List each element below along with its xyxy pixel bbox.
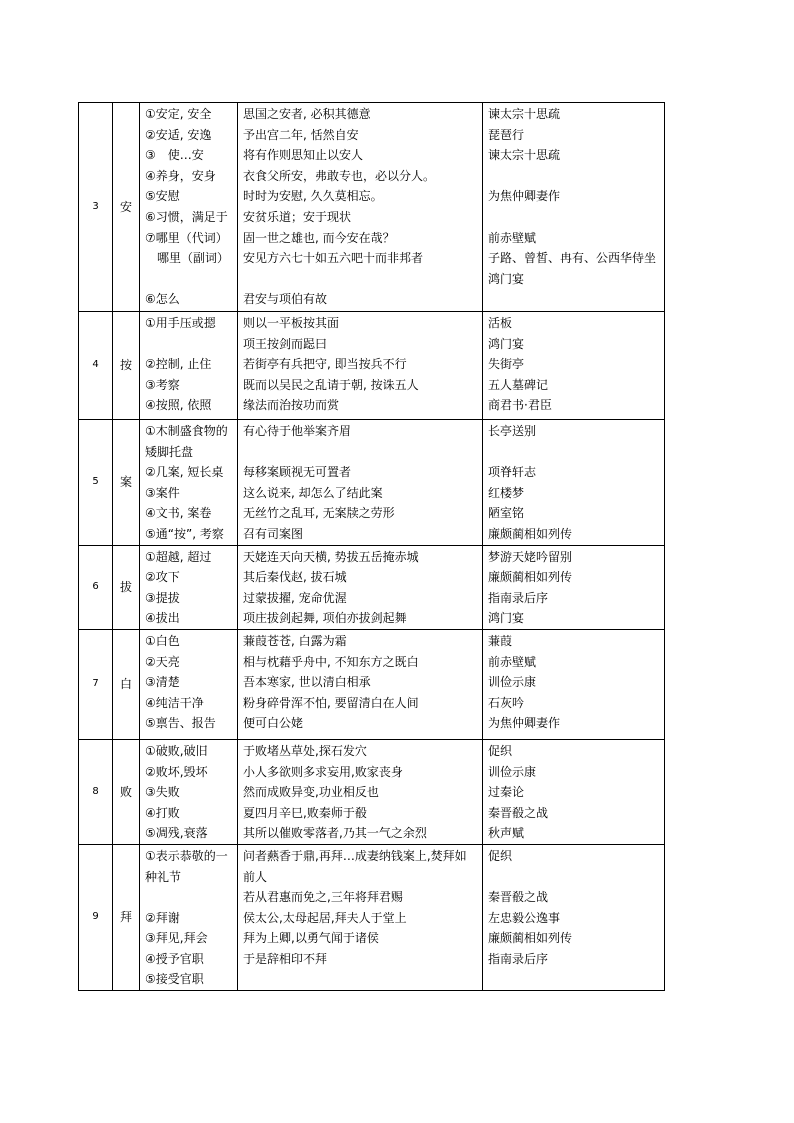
meaning-line: ①安定, 安全 bbox=[145, 107, 212, 121]
meaning-line: ⑤禀告、报告 bbox=[145, 716, 216, 731]
example-line: 思国之安者, 必积其德意 bbox=[243, 107, 371, 121]
meaning-line: ②攻下 bbox=[145, 570, 180, 585]
example-line: 衣食父所安，弗敢专也，必以分人。 bbox=[243, 168, 436, 183]
source-cell bbox=[483, 844, 665, 990]
meaning-line: ②几案, 短长桌 bbox=[145, 465, 224, 480]
example-cell bbox=[238, 312, 483, 420]
source-line bbox=[483, 867, 664, 888]
meaning-line: ⑥怎么 bbox=[145, 292, 180, 307]
meaning-line: ⑦哪里（代词） bbox=[145, 230, 228, 245]
source-line bbox=[483, 207, 664, 228]
example-line: 于败堵丛草处,探石发穴 bbox=[243, 743, 367, 758]
source-line: 廉颇蔺相如列传 bbox=[488, 526, 573, 541]
example-line: 其所以催败零落者,乃其一气之余烈 bbox=[243, 826, 427, 841]
meaning-line: ①超越, 超过 bbox=[145, 549, 212, 564]
meaning-line: ④文书, 案卷 bbox=[145, 506, 212, 521]
source-line: 促织 bbox=[488, 848, 513, 863]
table-row bbox=[79, 103, 665, 312]
source-line: 长亭送别 bbox=[488, 424, 537, 438]
example-line: 拜为上卿,以勇气闻于诸侯 bbox=[243, 931, 379, 946]
source-line: 失街亭 bbox=[488, 357, 525, 372]
meaning-line: ⑤接受官职 bbox=[145, 972, 204, 987]
entry-number: 9 bbox=[79, 844, 113, 990]
source-line: 琵琶行 bbox=[488, 127, 525, 142]
source-line: 红楼梦 bbox=[488, 485, 525, 500]
meaning-line: ①木制盛食物的 bbox=[145, 424, 228, 438]
meaning-line: 矮脚托盘 bbox=[145, 444, 194, 459]
meaning-line: ⑥习惯，满足于 bbox=[145, 209, 228, 224]
table-row bbox=[79, 739, 665, 844]
source-line: 商君书·君臣 bbox=[488, 398, 552, 413]
source-cell bbox=[483, 103, 665, 312]
entry-number: 7 bbox=[79, 629, 113, 739]
meaning-line: ⑤通“按”, 考察 bbox=[145, 526, 224, 541]
source-line: 训俭示康 bbox=[488, 764, 537, 779]
example-line: 便可白公姥 bbox=[243, 716, 304, 731]
source-line bbox=[483, 442, 664, 463]
meaning-cell bbox=[140, 103, 238, 312]
example-line: 安贫乐道；安于现状 bbox=[243, 209, 352, 224]
example-line: 然而成败异变,功业相反也 bbox=[243, 785, 379, 800]
example-line: 安见方六七十如五六吧十而非邦者 bbox=[243, 251, 424, 266]
source-line: 项脊轩志 bbox=[488, 465, 537, 480]
example-line: 召有司案图 bbox=[243, 526, 304, 541]
meaning-line: ③清楚 bbox=[145, 675, 180, 690]
meaning-line: ④纯洁干净 bbox=[145, 695, 204, 710]
meaning-line: ③提拔 bbox=[145, 590, 180, 605]
table-row bbox=[79, 420, 665, 546]
meaning-line: ④拔出 bbox=[145, 611, 180, 626]
meaning-line bbox=[140, 334, 237, 355]
example-line: 天姥连天向天横, 势拔五岳掩赤城 bbox=[243, 549, 419, 564]
meaning-line: ④授予官职 bbox=[145, 951, 204, 966]
source-line: 廉颇蔺相如列传 bbox=[488, 931, 573, 946]
meaning-line: ②控制, 止住 bbox=[145, 357, 212, 372]
meaning-line: ②拜谢 bbox=[145, 910, 180, 925]
source-line: 指南录后序 bbox=[488, 590, 549, 605]
example-line: 则以一平板按其面 bbox=[243, 316, 340, 330]
source-line: 谏太宗十思疏 bbox=[488, 107, 561, 121]
source-cell bbox=[483, 629, 665, 739]
source-line: 为焦仲卿妻作 bbox=[488, 716, 561, 731]
example-line: 于是辞相印不拜 bbox=[243, 951, 328, 966]
meaning-line: ④按照, 依照 bbox=[145, 398, 212, 413]
meaning-line: ③考察 bbox=[145, 377, 180, 392]
entry-number: 4 bbox=[79, 312, 113, 420]
meaning-line: ③ 使…安 bbox=[145, 148, 204, 163]
example-cell bbox=[238, 739, 483, 844]
source-line: 石灰吟 bbox=[488, 695, 525, 710]
meaning-cell bbox=[140, 739, 238, 844]
meaning-line: ③拜见,拜会 bbox=[145, 931, 208, 946]
example-line: 予出宫二年, 恬然自安 bbox=[243, 127, 359, 142]
source-line: 廉颇蔺相如列传 bbox=[488, 570, 573, 585]
example-line: 无丝竹之乱耳, 无案牍之劳形 bbox=[243, 506, 395, 521]
example-cell bbox=[238, 420, 483, 546]
example-line: 将有作则思知止以安人 bbox=[243, 148, 364, 163]
entry-number: 6 bbox=[79, 545, 113, 629]
meaning-cell bbox=[140, 312, 238, 420]
example-line bbox=[238, 969, 482, 990]
source-cell bbox=[483, 420, 665, 546]
entry-number: 8 bbox=[79, 739, 113, 844]
meaning-line: ②败坏,毁坏 bbox=[145, 764, 208, 779]
source-line: 鸿门宴 bbox=[488, 336, 525, 351]
entry-character: 安 bbox=[113, 103, 140, 312]
source-line bbox=[483, 969, 664, 990]
meaning-line: ①表示恭敬的一 bbox=[145, 848, 228, 863]
example-line: 侯太公,太母起居,拜夫人于堂上 bbox=[243, 910, 407, 925]
example-line: 前人 bbox=[243, 869, 268, 884]
example-line: 既而以吴民之乱请于朝, 按诛五人 bbox=[243, 377, 419, 392]
source-line bbox=[483, 289, 664, 310]
example-line: 吾本寒家, 世以清白相承 bbox=[243, 675, 371, 690]
source-line: 左忠毅公逸事 bbox=[488, 910, 561, 925]
source-cell bbox=[483, 312, 665, 420]
meaning-line: ①用手压或摁 bbox=[145, 316, 216, 330]
meaning-line bbox=[140, 887, 237, 908]
meaning-line: ④打败 bbox=[145, 805, 180, 820]
example-line: 问者爇香于鼎,再拜…成妻纳钱案上,焚拜如 bbox=[243, 848, 467, 863]
entry-character: 拔 bbox=[113, 545, 140, 629]
entry-character: 拜 bbox=[113, 844, 140, 990]
example-line: 每移案顾视无可置者 bbox=[243, 465, 352, 480]
source-line: 谏太宗十思疏 bbox=[488, 148, 561, 163]
example-cell bbox=[238, 545, 483, 629]
example-line: 这么说来, 却怎么了结此案 bbox=[243, 485, 383, 500]
example-line: 小人多欲则多求妄用,败家丧身 bbox=[243, 764, 403, 779]
example-line: 若街亭有兵把守, 即当按兵不行 bbox=[243, 357, 407, 372]
example-line: 若从君惠而免之,三年将拜君赐 bbox=[243, 890, 403, 905]
meaning-line: ③案件 bbox=[145, 485, 180, 500]
source-cell bbox=[483, 739, 665, 844]
meaning-line: ②天亮 bbox=[145, 654, 180, 669]
source-line: 秦晋殽之战 bbox=[488, 805, 549, 820]
example-line: 夏四月辛巳,败秦师于殽 bbox=[243, 805, 367, 820]
source-line bbox=[483, 166, 664, 187]
source-line: 前赤壁赋 bbox=[488, 230, 537, 245]
meaning-line bbox=[140, 269, 237, 290]
entry-number: 3 bbox=[79, 103, 113, 312]
table-body bbox=[79, 103, 665, 991]
meaning-cell bbox=[140, 629, 238, 739]
meaning-line: ⑤安慰 bbox=[145, 189, 180, 204]
meaning-line: ①破败,破旧 bbox=[145, 743, 208, 758]
example-cell bbox=[238, 629, 483, 739]
example-line: 固一世之雄也, 而今安在哉？ bbox=[243, 230, 395, 245]
source-line: 鸿门宴 bbox=[488, 611, 525, 626]
table-row bbox=[79, 629, 665, 739]
source-line: 训俭示康 bbox=[488, 675, 537, 690]
source-line: 陋室铭 bbox=[488, 506, 525, 521]
source-line: 为焦仲卿妻作 bbox=[488, 189, 561, 204]
example-line: 缘法而治按功而赏 bbox=[243, 398, 340, 413]
meaning-line: 哪里（副词） bbox=[145, 251, 230, 266]
entry-character: 案 bbox=[113, 420, 140, 546]
source-line: 子路、曾皙、冉有、公西华侍坐 bbox=[488, 251, 657, 266]
source-line: 活板 bbox=[488, 316, 513, 330]
example-line: 相与枕藉乎舟中, 不知东方之既白 bbox=[243, 654, 419, 669]
source-line: 蒹葭 bbox=[488, 633, 513, 648]
example-line: 过蒙拔擢, 宠命优渥 bbox=[243, 590, 347, 605]
source-line: 五人墓碑记 bbox=[488, 377, 549, 392]
meaning-line: ①白色 bbox=[145, 633, 180, 648]
source-line: 指南录后序 bbox=[488, 951, 549, 966]
table-row bbox=[79, 312, 665, 420]
vocabulary-table bbox=[78, 102, 665, 991]
table-row bbox=[79, 844, 665, 990]
meaning-cell bbox=[140, 545, 238, 629]
example-line: 其后秦伐赵, 拔石城 bbox=[243, 570, 347, 585]
entry-character: 败 bbox=[113, 739, 140, 844]
source-line: 秋声赋 bbox=[488, 826, 525, 841]
example-line: 君安与项伯有故 bbox=[243, 292, 328, 307]
source-line: 促织 bbox=[488, 743, 513, 758]
source-line: 梦游天姥吟留别 bbox=[488, 549, 573, 564]
meaning-line: ③失败 bbox=[145, 785, 180, 800]
example-line: 项王按剑而跽曰 bbox=[243, 336, 328, 351]
source-cell bbox=[483, 545, 665, 629]
entry-number: 5 bbox=[79, 420, 113, 546]
entry-character: 白 bbox=[113, 629, 140, 739]
example-line bbox=[238, 442, 482, 463]
source-line: 过秦论 bbox=[488, 785, 525, 800]
example-line bbox=[238, 269, 482, 290]
source-line: 鸿门宴 bbox=[488, 271, 525, 286]
example-cell bbox=[238, 844, 483, 990]
meaning-cell bbox=[140, 844, 238, 990]
source-line: 前赤壁赋 bbox=[488, 654, 537, 669]
meaning-line: ④养身，安身 bbox=[145, 168, 216, 183]
meaning-line: 种礼节 bbox=[145, 869, 182, 884]
meaning-line: ②安适, 安逸 bbox=[145, 127, 212, 142]
meaning-cell bbox=[140, 420, 238, 546]
example-line: 粉身碎骨浑不怕, 要留清白在人间 bbox=[243, 695, 419, 710]
table-row bbox=[79, 545, 665, 629]
source-line: 秦晋殽之战 bbox=[488, 890, 549, 905]
example-line: 项庄拔剑起舞, 项伯亦拔剑起舞 bbox=[243, 611, 407, 626]
example-line: 时时为安慰, 久久莫相忘。 bbox=[243, 189, 383, 204]
example-line: 蒹葭苍苍, 白露为霜 bbox=[243, 633, 347, 648]
meaning-line: ⑤凋残,衰落 bbox=[145, 826, 208, 841]
entry-character: 按 bbox=[113, 312, 140, 420]
example-line: 有心待于他举案齐眉 bbox=[243, 424, 352, 438]
example-cell bbox=[238, 103, 483, 312]
